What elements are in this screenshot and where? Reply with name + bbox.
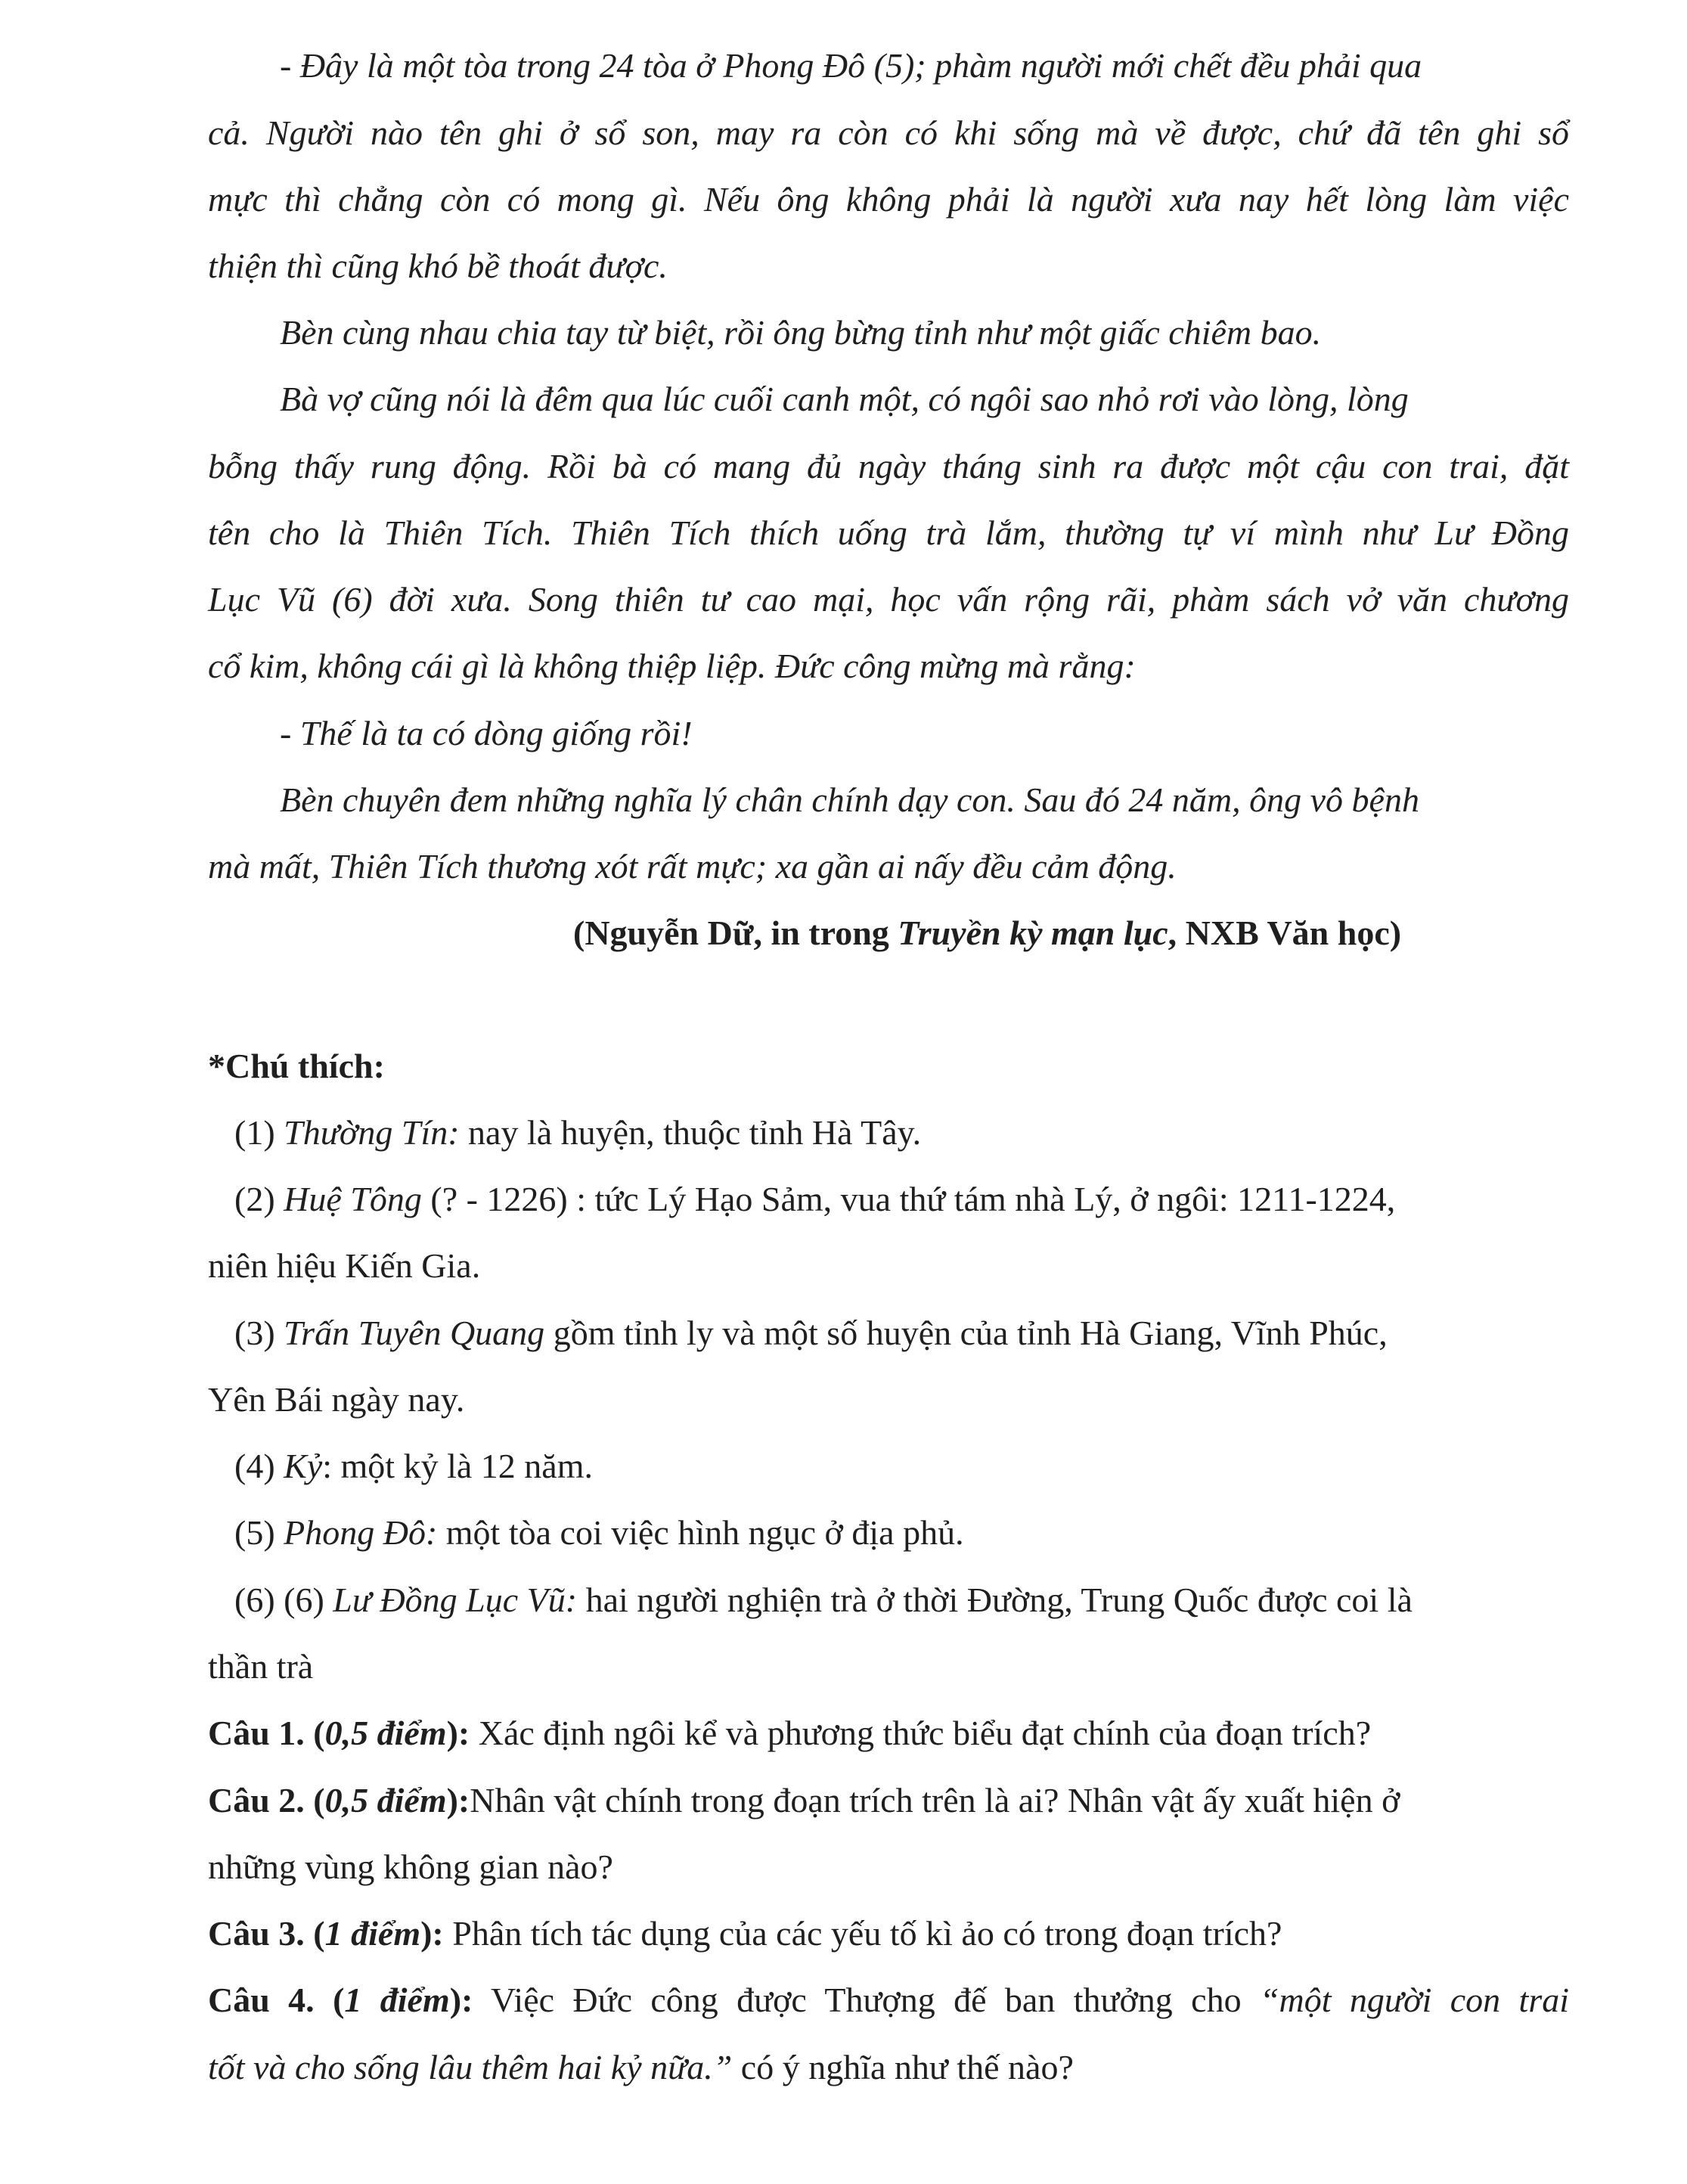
story-line: Bèn chuyên đem những nghĩa lý chân chính dạy con. Sau đó 24 năm, ông vô bệnh — [280, 780, 1419, 819]
book-title: Truyền kỳ mạn lục — [898, 914, 1168, 952]
note-continuation: Yên Bái ngày nay. — [208, 1380, 465, 1419]
story-line: - Đây là một tòa trong 24 tòa ở Phong Đô (5); phàm người mới chết đều phải qua — [280, 46, 1422, 85]
question-4: Câu 4. (1 điểm): Việc Đức công được Thượng đế ban thưởng cho “một người con trai — [208, 1981, 1570, 2019]
question-2: Câu 2. (0,5 điểm):Nhân vật chính trong đoạn trích trên là ai? Nhân vật ấy xuất hiện ở — [208, 1781, 1400, 1819]
note-item: (3) Trấn Tuyên Quang gồm tỉnh ly và một số huyện của tỉnh Hà Giang, Vĩnh Phúc, — [234, 1314, 1388, 1352]
question-1: Câu 1. (0,5 điểm): Xác định ngôi kể và phương thức biểu đạt chính của đoạn trích? — [208, 1714, 1372, 1752]
notes-heading: *Chú thích: — [208, 1047, 385, 1085]
story-line: Lục Vũ (6) đời xưa. Song thiên tư cao mại, học vấn rộng rãi, phàm sách vở văn chương — [208, 580, 1569, 619]
story-line: Bà vợ cũng nói là đêm qua lúc cuối canh một, có ngôi sao nhỏ rơi vào lòng, lòng — [280, 380, 1409, 418]
story-line: cả. Người nào tên ghi ở sổ son, may ra còn có khi sống mà về được, chứ đã tên ghi sổ — [208, 113, 1569, 152]
note-continuation: niên hiệu Kiến Gia. — [208, 1246, 481, 1285]
note-item: (6) (6) Lư Đồng Lục Vũ: hai người nghiện trà ở thời Đường, Trung Quốc được coi là — [234, 1581, 1413, 1619]
question-continuation: những vùng không gian nào? — [208, 1847, 613, 1886]
note-item: (5) Phong Đô: một tòa coi việc hình ngục ở địa phủ. — [234, 1513, 964, 1552]
question-continuation: tốt và cho sống lâu thêm hai kỷ nữa.” có ý nghĩa như thế nào? — [208, 2048, 1074, 2086]
note-item: (4) Kỷ: một kỷ là 12 năm. — [234, 1447, 593, 1485]
story-line: Bèn cùng nhau chia tay từ biệt, rồi ông bừng tỉnh như một giấc chiêm bao. — [280, 313, 1322, 352]
story-line: bỗng thấy rung động. Rồi bà có mang đủ ngày tháng sinh ra được một cậu con trai, đặt — [208, 447, 1569, 486]
story-line: tên cho là Thiên Tích. Thiên Tích thích uống trà lắm, thường tự ví mình như Lư Đồng — [208, 513, 1569, 552]
story-line: mực thì chẳng còn có mong gì. Nếu ông không phải là người xưa nay hết lòng làm việc — [208, 180, 1569, 219]
note-item: (2) Huệ Tông (? - 1226) : tức Lý Hạo Sảm, vua thứ tám nhà Lý, ở ngôi: 1211-1224, — [234, 1180, 1396, 1218]
story-line: thiện thì cũng khó bề thoát được. — [208, 247, 668, 285]
note-item: (1) Thường Tín: nay là huyện, thuộc tỉnh Hà Tây. — [234, 1113, 922, 1152]
note-continuation: thần trà — [208, 1647, 314, 1686]
source-citation: (Nguyễn Dữ, in trong Truyền kỳ mạn lục, NXB Văn học) — [573, 914, 1402, 952]
question-3: Câu 3. (1 điểm): Phân tích tác dụng của các yếu tố kì ảo có trong đoạn trích? — [208, 1914, 1282, 1953]
story-line: - Thế là ta có dòng giống rồi! — [280, 714, 693, 752]
story-line: mà mất, Thiên Tích thương xót rất mực; xa gần ai nấy đều cảm động. — [208, 847, 1177, 886]
story-line: cổ kim, không cái gì là không thiệp liệp. Đức công mừng mà rằng: — [208, 647, 1136, 685]
